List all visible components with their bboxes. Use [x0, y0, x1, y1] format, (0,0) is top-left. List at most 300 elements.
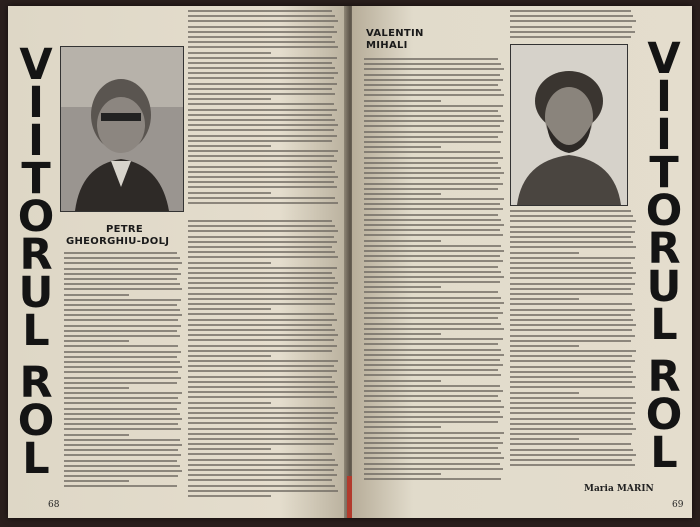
text-line: [510, 220, 636, 222]
left-first-name: PETRE: [106, 224, 144, 235]
text-line: [364, 406, 504, 408]
title-letter: V: [19, 40, 53, 90]
text-line: [64, 356, 177, 358]
title-letter: U: [646, 262, 682, 312]
text-line: [510, 283, 635, 285]
text-line: [364, 281, 500, 283]
text-line: [188, 67, 335, 69]
text-line: [188, 350, 332, 352]
text-line: [64, 434, 129, 436]
text-line: [64, 408, 177, 410]
text-line: [364, 167, 501, 169]
text-line: [188, 422, 337, 424]
text-line: [64, 392, 182, 394]
text-line: [364, 219, 501, 221]
text-line: [364, 151, 500, 153]
text-line: [64, 314, 182, 316]
text-line: [64, 449, 178, 451]
text-line: [188, 412, 338, 414]
text-line: [364, 380, 441, 382]
text-line: [188, 495, 271, 497]
text-line: [364, 110, 498, 112]
text-line: [364, 478, 501, 480]
text-line: [510, 464, 635, 466]
text-line: [364, 214, 498, 216]
title-letter: T: [649, 148, 679, 198]
text-line: [510, 360, 635, 362]
text-line: [64, 439, 180, 441]
text-line: [188, 282, 338, 284]
text-line: [364, 198, 504, 200]
text-line: [188, 150, 338, 152]
text-line: [188, 192, 271, 194]
text-line: [364, 136, 498, 138]
text-line: [64, 283, 180, 285]
text-line: [364, 286, 441, 288]
right-name-block: [366, 28, 424, 52]
text-line: [64, 366, 182, 368]
text-line: [364, 162, 498, 164]
text-line: [510, 371, 633, 373]
text-line: [188, 62, 332, 64]
text-line: [188, 15, 335, 17]
text-line: [510, 309, 635, 311]
text-line: [510, 226, 632, 228]
left-page-number: 68: [48, 500, 60, 510]
text-line: [510, 262, 631, 264]
text-line: [188, 114, 332, 116]
text-line: [510, 350, 636, 352]
portrait-image: [61, 47, 183, 211]
text-line: [510, 31, 635, 33]
text-line: [364, 421, 498, 423]
text-line: [188, 246, 332, 248]
text-line: [510, 241, 633, 243]
text-line: [188, 448, 271, 450]
text-line: [64, 294, 129, 296]
text-line: [510, 386, 635, 388]
text-line: [64, 387, 129, 389]
title-letter: I: [28, 78, 44, 128]
text-line: [364, 473, 441, 475]
text-line: [188, 272, 332, 274]
text-line: [510, 314, 631, 316]
text-line: [64, 402, 181, 404]
text-line: [364, 157, 503, 159]
text-line: [364, 131, 503, 133]
right-column-left: [364, 58, 504, 483]
text-line: [510, 329, 632, 331]
text-line: [188, 453, 332, 455]
text-line: [510, 298, 579, 300]
text-line: [188, 36, 332, 38]
text-line: [188, 298, 332, 300]
text-line: [364, 317, 498, 319]
text-line: [188, 236, 334, 238]
text-line: [188, 438, 338, 440]
text-line: [364, 276, 504, 278]
text-line: [64, 418, 182, 420]
title-letter: O: [645, 390, 683, 440]
right-portrait-photo: [510, 44, 628, 206]
text-line: [64, 309, 180, 311]
text-line: [188, 166, 332, 168]
text-line: [364, 79, 503, 81]
text-line: [364, 203, 500, 205]
text-line: [364, 271, 501, 273]
text-line: [188, 197, 335, 199]
text-line: [188, 98, 271, 100]
text-line: [188, 391, 334, 393]
text-line: [364, 442, 503, 444]
text-line: [188, 186, 337, 188]
text-line: [188, 469, 334, 471]
text-line: [364, 390, 503, 392]
text-line: [64, 361, 180, 363]
text-line: [64, 470, 182, 472]
text-line: [510, 252, 579, 254]
text-line: [510, 402, 636, 404]
text-line: [510, 449, 633, 451]
text-line: [64, 444, 182, 446]
text-line: [188, 417, 334, 419]
text-line: [188, 129, 334, 131]
text-line: [364, 63, 501, 65]
text-line: [188, 145, 271, 147]
text-line: [188, 313, 334, 315]
text-line: [364, 328, 504, 330]
text-line: [364, 411, 500, 413]
text-line: [188, 334, 338, 336]
text-line: [364, 172, 504, 174]
text-line: [364, 141, 501, 143]
text-line: [188, 220, 332, 222]
text-line: [510, 246, 636, 248]
text-line: [64, 273, 181, 275]
text-line: [188, 407, 335, 409]
text-line: [510, 418, 631, 420]
text-line: [364, 291, 498, 293]
text-line: [364, 437, 500, 439]
text-line: [188, 293, 337, 295]
text-line: [188, 135, 337, 137]
text-line: [364, 369, 498, 371]
text-line: [510, 272, 636, 274]
text-line: [364, 177, 500, 179]
magazine-spread: [8, 6, 692, 518]
text-line: [188, 303, 335, 305]
text-line: [64, 278, 177, 280]
text-line: [510, 459, 632, 461]
text-line: [364, 245, 501, 247]
text-line: [64, 465, 180, 467]
portrait-image: [511, 45, 627, 205]
text-line: [64, 319, 178, 321]
text-line: [364, 115, 501, 117]
text-line: [364, 416, 503, 418]
text-line: [510, 392, 579, 394]
text-line: [510, 335, 635, 337]
text-line: [64, 423, 178, 425]
text-line: [364, 260, 503, 262]
text-line: [364, 395, 498, 397]
text-line: [188, 345, 337, 347]
left-last-name: GHEORGHIU-DOLJ: [66, 236, 170, 247]
text-line: [188, 355, 271, 357]
text-line: [188, 103, 334, 105]
text-line: [364, 250, 504, 252]
text-line: [64, 268, 178, 270]
text-line: [364, 74, 500, 76]
title-letter: L: [22, 306, 50, 356]
text-line: [364, 94, 504, 96]
text-line: [188, 202, 338, 204]
title-letter: R: [19, 230, 53, 280]
text-line: [510, 412, 635, 414]
right-page: [352, 6, 692, 518]
text-line: [64, 345, 178, 347]
text-line: [510, 397, 633, 399]
text-line: [188, 376, 332, 378]
title-letter: I: [28, 116, 44, 166]
text-line: [188, 396, 337, 398]
text-line: [188, 72, 338, 74]
text-line: [188, 277, 335, 279]
text-line: [188, 20, 338, 22]
title-letter: O: [17, 396, 55, 446]
right-column-top: [510, 10, 636, 41]
text-line: [364, 312, 503, 314]
text-line: [64, 304, 177, 306]
text-line: [510, 407, 632, 409]
text-line: [510, 454, 636, 456]
text-line: [510, 293, 633, 295]
title-letter: R: [647, 352, 681, 402]
text-line: [364, 468, 503, 470]
text-line: [188, 10, 332, 12]
text-line: [188, 433, 335, 435]
text-line: [510, 438, 579, 440]
text-line: [364, 208, 503, 210]
text-line: [364, 307, 500, 309]
text-line: [510, 236, 631, 238]
text-line: [64, 460, 177, 462]
text-line: [188, 83, 337, 85]
text-line: [510, 355, 632, 357]
text-line: [188, 386, 338, 388]
text-line: [510, 277, 632, 279]
text-line: [510, 324, 636, 326]
text-line: [364, 229, 500, 231]
text-line: [188, 31, 337, 33]
text-line: [64, 335, 180, 337]
text-line: [364, 224, 504, 226]
text-line: [64, 325, 181, 327]
text-line: [510, 231, 635, 233]
left-name-block: [66, 224, 169, 248]
title-letter: L: [22, 434, 50, 484]
text-line: [64, 330, 177, 332]
title-letter: L: [650, 428, 678, 478]
text-line: [188, 93, 335, 95]
text-line: [364, 266, 498, 268]
text-line: [188, 490, 338, 492]
text-line: [188, 176, 338, 178]
text-line: [188, 241, 337, 243]
title-letter: L: [650, 300, 678, 350]
left-portrait-photo: [60, 46, 184, 212]
text-line: [364, 146, 441, 148]
text-line: [188, 308, 271, 310]
text-line: [64, 371, 178, 373]
text-line: [188, 262, 271, 264]
text-line: [188, 88, 332, 90]
text-line: [364, 374, 501, 376]
text-line: [510, 428, 636, 430]
title-letter: I: [656, 110, 672, 160]
text-line: [364, 426, 441, 428]
text-line: [188, 319, 337, 321]
text-line: [64, 299, 181, 301]
text-line: [188, 474, 337, 476]
text-line: [188, 230, 338, 232]
text-line: [510, 345, 579, 347]
text-line: [64, 262, 182, 264]
text-line: [364, 188, 498, 190]
text-line: [364, 68, 504, 70]
text-line: [364, 333, 441, 335]
text-line: [510, 376, 636, 378]
text-line: [364, 183, 503, 185]
text-line: [64, 475, 178, 477]
left-column-right: [188, 220, 338, 500]
text-line: [188, 181, 334, 183]
right-last-name: MIHALI: [366, 40, 408, 51]
text-line: [510, 257, 635, 259]
title-letter: U: [18, 268, 54, 318]
author-signature: Maria MARIN: [584, 484, 654, 494]
text-line: [188, 339, 334, 341]
text-line: [510, 443, 631, 445]
text-line: [364, 432, 504, 434]
text-line: [364, 364, 503, 366]
text-line: [364, 359, 500, 361]
text-line: [364, 452, 501, 454]
text-line: [188, 459, 335, 461]
text-line: [188, 225, 335, 227]
text-line: [64, 382, 177, 384]
text-line: [188, 251, 335, 253]
text-line: [188, 155, 334, 157]
text-line: [188, 479, 332, 481]
text-line: [188, 26, 334, 28]
text-line: [510, 10, 631, 12]
text-line: [364, 343, 498, 345]
text-line: [188, 46, 338, 48]
left-column-bottom: [64, 252, 182, 491]
text-line: [64, 454, 181, 456]
text-line: [64, 428, 181, 430]
text-line: [510, 215, 633, 217]
text-line: [188, 140, 332, 142]
title-letter: R: [647, 224, 681, 274]
text-line: [364, 349, 501, 351]
text-line: [364, 354, 504, 356]
title-letter: V: [647, 34, 681, 84]
text-line: [364, 89, 501, 91]
text-line: [188, 402, 271, 404]
text-line: [364, 58, 498, 60]
title-letter: T: [21, 154, 51, 204]
text-line: [64, 377, 181, 379]
text-line: [510, 366, 631, 368]
text-line: [188, 443, 334, 445]
text-line: [364, 234, 503, 236]
text-line: [188, 41, 335, 43]
text-line: [364, 120, 504, 122]
text-line: [510, 381, 632, 383]
text-line: [364, 84, 498, 86]
text-line: [510, 26, 632, 28]
left-page: [8, 6, 348, 518]
text-line: [364, 323, 501, 325]
text-line: [364, 338, 503, 340]
text-line: [364, 385, 500, 387]
text-line: [64, 257, 180, 259]
text-line: [188, 57, 337, 59]
text-line: [188, 360, 338, 362]
text-line: [510, 288, 631, 290]
text-line: [364, 125, 500, 127]
text-line: [188, 365, 334, 367]
left-column-top: [188, 10, 338, 207]
text-line: [188, 464, 338, 466]
right-page-number: 69: [672, 500, 684, 510]
text-line: [64, 340, 129, 342]
text-line: [510, 303, 632, 305]
text-line: [188, 287, 334, 289]
right-column-right: [510, 210, 636, 469]
text-line: [64, 397, 178, 399]
left-vertical-title: [16, 40, 56, 484]
text-line: [188, 109, 337, 111]
text-line: [188, 428, 332, 430]
text-line: [188, 171, 335, 173]
text-line: [188, 381, 335, 383]
right-first-name: VALENTIN: [366, 28, 424, 39]
text-line: [64, 288, 182, 290]
text-line: [364, 105, 503, 107]
title-letter: R: [19, 358, 53, 408]
text-line: [364, 297, 501, 299]
text-line: [188, 267, 337, 269]
text-line: [188, 124, 338, 126]
text-line: [364, 447, 498, 449]
text-line: [64, 485, 177, 487]
text-line: [188, 119, 335, 121]
text-line: [364, 193, 441, 195]
text-line: [364, 400, 501, 402]
text-line: [188, 324, 332, 326]
text-line: [364, 100, 441, 102]
text-line: [510, 433, 632, 435]
text-line: [64, 351, 181, 353]
text-line: [510, 15, 633, 17]
text-line: [188, 370, 337, 372]
text-line: [64, 413, 180, 415]
text-line: [510, 340, 631, 342]
text-line: [64, 480, 129, 482]
